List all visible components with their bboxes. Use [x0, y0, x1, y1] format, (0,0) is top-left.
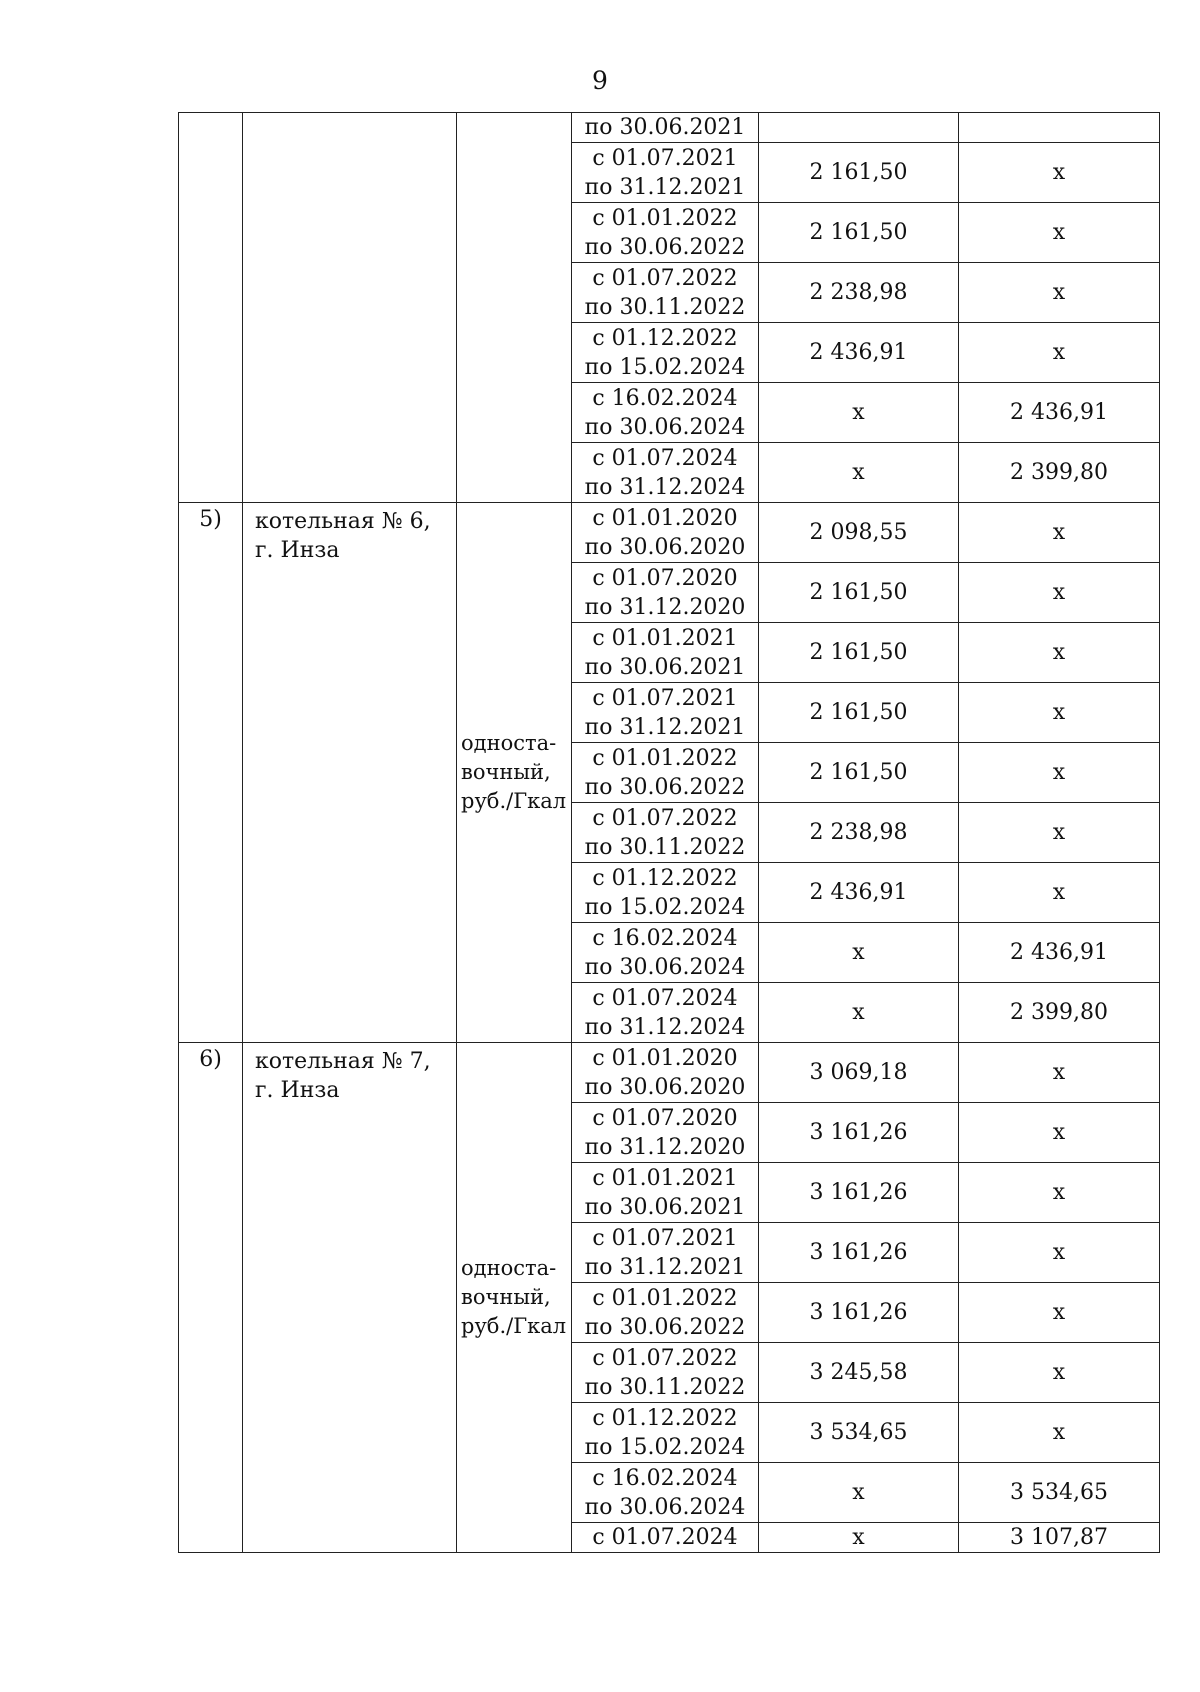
period-line: по 30.11.2022 — [584, 1374, 746, 1400]
tariff-value-2: х — [1052, 220, 1066, 245]
period-line: с 01.07.2021 — [592, 145, 738, 171]
period-line: с 01.01.2022 — [592, 745, 738, 771]
tariff-value-cell-2 — [959, 683, 1160, 743]
tariff-value-1: 3 534,65 — [809, 1420, 908, 1445]
period-line: по 30.11.2022 — [584, 294, 746, 320]
tariff-value-2: х — [1052, 160, 1066, 185]
tariff-value-cell-2 — [959, 1523, 1160, 1553]
tariff-value-2: 2 399,80 — [1010, 460, 1108, 485]
tariff-value-1: 2 238,98 — [809, 820, 908, 845]
facility-name-line: котельная № 6, — [255, 509, 431, 534]
period-line: с 01.01.2021 — [592, 1165, 738, 1191]
tariff-value-cell-1 — [759, 1523, 959, 1553]
period-cell — [572, 203, 759, 263]
period-cell — [572, 983, 759, 1043]
tariff-value-2: х — [1052, 280, 1066, 305]
period-line: по 15.02.2024 — [584, 1434, 746, 1460]
period-line: по 30.06.2021 — [584, 1194, 746, 1220]
period-cell — [572, 1523, 759, 1553]
tariff-value-cell-1 — [759, 1343, 959, 1403]
facility-name-cell — [243, 503, 457, 1043]
period-cell — [572, 1283, 759, 1343]
tariff-value-2: х — [1052, 640, 1066, 665]
row-number: 5) — [199, 507, 222, 532]
tariff-value-2: 2 436,91 — [1010, 940, 1108, 965]
period-cell — [572, 803, 759, 863]
tariff-value-cell-2 — [959, 443, 1160, 503]
tariff-value-2: х — [1052, 340, 1066, 365]
tariff-value-1: х — [852, 1480, 865, 1505]
period-cell — [572, 1043, 759, 1103]
tariff-value-cell-2 — [959, 803, 1160, 863]
tariff-value-cell-2 — [959, 1043, 1160, 1103]
period-line: с 16.02.2024 — [592, 385, 738, 411]
tariff-value-cell-1 — [759, 143, 959, 203]
tariff-type-line: односта- — [461, 1256, 557, 1280]
tariff-value-cell-1 — [759, 203, 959, 263]
tariff-value-cell-1 — [759, 443, 959, 503]
period-line: по 31.12.2021 — [584, 174, 746, 200]
period-line: с 16.02.2024 — [592, 925, 738, 951]
tariff-value-cell-2 — [959, 623, 1160, 683]
period-cell — [572, 503, 759, 563]
period-line: с 01.12.2022 — [592, 865, 738, 891]
tariff-value-2: х — [1052, 1120, 1066, 1145]
tariff-value-2: х — [1052, 1180, 1066, 1205]
tariff-value-cell-1 — [759, 1043, 959, 1103]
period-line: с 01.07.2022 — [592, 1345, 738, 1371]
period-cell — [572, 443, 759, 503]
period-cell — [572, 383, 759, 443]
tariff-value-cell-2 — [959, 1403, 1160, 1463]
tariff-table — [178, 112, 1160, 1553]
tariff-value-1: 3 161,26 — [809, 1300, 908, 1325]
tariff-value-cell-1 — [759, 743, 959, 803]
tariff-type-line: односта- — [461, 731, 557, 755]
period-line: с 01.01.2020 — [592, 1045, 738, 1071]
period-cell — [572, 1463, 759, 1523]
tariff-value-cell-1 — [759, 803, 959, 863]
period-line: по 30.06.2022 — [584, 774, 746, 800]
period-line: по 31.12.2021 — [584, 714, 746, 740]
period-line: с 01.12.2022 — [592, 325, 738, 351]
period-line: по 30.06.2024 — [584, 1494, 746, 1520]
tariff-value-cell-1 — [759, 503, 959, 563]
tariff-value-1: 2 161,50 — [809, 760, 908, 785]
tariff-value-cell-2 — [959, 503, 1160, 563]
tariff-type-cell — [457, 503, 572, 1043]
table-row — [179, 1043, 1160, 1103]
tariff-value-1: 2 436,91 — [809, 340, 908, 365]
tariff-value-1: 3 161,26 — [809, 1180, 908, 1205]
period-line: с 16.02.2024 — [592, 1465, 738, 1491]
tariff-value-cell-2 — [959, 923, 1160, 983]
tariff-value-1: 3 161,26 — [809, 1120, 908, 1145]
tariff-type-cell — [457, 1043, 572, 1553]
tariff-value-2: х — [1052, 1300, 1066, 1325]
facility-name-cell — [243, 1043, 457, 1553]
tariff-value-1: х — [852, 400, 865, 425]
tariff-value-1: 3 161,26 — [809, 1240, 908, 1265]
facility-name-line: г. Инза — [255, 538, 340, 563]
tariff-value-cell-1 — [759, 863, 959, 923]
tariff-value-2: х — [1052, 580, 1066, 605]
tariff-value-cell-2 — [959, 1223, 1160, 1283]
period-line: по 31.12.2020 — [584, 1134, 746, 1160]
tariff-value-cell-1 — [759, 1283, 959, 1343]
period-line: по 30.06.2020 — [584, 1074, 746, 1100]
facility-name-line: г. Инза — [255, 1078, 340, 1103]
tariff-value-cell-1 — [759, 923, 959, 983]
tariff-value-1: 2 161,50 — [809, 640, 908, 665]
period-line: с 01.07.2024 — [592, 1525, 738, 1550]
tariff-value-2: х — [1052, 1240, 1066, 1265]
period-cell — [572, 113, 759, 143]
tariff-value-cell-2 — [959, 203, 1160, 263]
tariff-value-2: х — [1052, 520, 1066, 545]
tariff-value-cell-2 — [959, 143, 1160, 203]
period-line: по 31.12.2024 — [584, 474, 746, 500]
tariff-type-line: руб./Гкал — [461, 789, 567, 813]
period-cell — [572, 743, 759, 803]
tariff-value-cell-1 — [759, 263, 959, 323]
period-cell — [572, 863, 759, 923]
tariff-value-2: х — [1052, 1360, 1066, 1385]
tariff-value-1: 3 245,58 — [809, 1360, 908, 1385]
period-cell — [572, 143, 759, 203]
tariff-value-2: х — [1052, 1420, 1066, 1445]
tariff-value-2: 3 107,87 — [1010, 1525, 1108, 1550]
period-line: с 01.07.2020 — [592, 1105, 738, 1131]
tariff-value-1: 2 161,50 — [809, 160, 908, 185]
tariff-value-1: х — [852, 940, 865, 965]
period-line: с 01.01.2022 — [592, 205, 738, 231]
period-cell — [572, 623, 759, 683]
tariff-value-cell-1 — [759, 323, 959, 383]
tariff-value-cell-2 — [959, 1343, 1160, 1403]
tariff-value-cell-1 — [759, 563, 959, 623]
period-line: по 30.06.2020 — [584, 534, 746, 560]
tariff-type-line: вочный, — [461, 1285, 551, 1309]
table-row — [179, 503, 1160, 563]
period-cell — [572, 1163, 759, 1223]
period-cell — [572, 923, 759, 983]
facility-name-cell — [243, 113, 457, 503]
period-line: с 01.07.2020 — [592, 565, 738, 591]
tariff-value-1: 3 069,18 — [809, 1060, 908, 1085]
period-line: с 01.01.2020 — [592, 505, 738, 531]
period-line: по 30.06.2022 — [584, 1314, 746, 1340]
tariff-value-cell-2 — [959, 323, 1160, 383]
tariff-value-cell-2 — [959, 113, 1160, 143]
period-line: с 01.12.2022 — [592, 1405, 738, 1431]
tariff-value-2: 3 534,65 — [1010, 1480, 1108, 1505]
period-line: по 30.06.2024 — [584, 954, 746, 980]
tariff-value-cell-2 — [959, 743, 1160, 803]
tariff-value-cell-1 — [759, 1103, 959, 1163]
period-line: с 01.07.2022 — [592, 805, 738, 831]
period-cell — [572, 683, 759, 743]
tariff-value-1: 2 161,50 — [809, 700, 908, 725]
table-row — [179, 113, 1160, 143]
period-line: по 31.12.2020 — [584, 594, 746, 620]
tariff-value-cell-1 — [759, 1463, 959, 1523]
period-cell — [572, 1403, 759, 1463]
tariff-value-1: х — [852, 1000, 865, 1025]
period-line: с 01.01.2022 — [592, 1285, 738, 1311]
tariff-value-cell-1 — [759, 623, 959, 683]
period-line: с 01.07.2024 — [592, 985, 738, 1011]
period-line: по 30.06.2024 — [584, 414, 746, 440]
tariff-value-cell-1 — [759, 683, 959, 743]
tariff-value-cell-2 — [959, 1103, 1160, 1163]
row-number-cell — [179, 503, 243, 1043]
tariff-value-2: х — [1052, 1060, 1066, 1085]
period-line: по 15.02.2024 — [584, 354, 746, 380]
tariff-value-cell-2 — [959, 863, 1160, 923]
period-line: по 15.02.2024 — [584, 894, 746, 920]
period-line: с 01.07.2022 — [592, 265, 738, 291]
period-line: по 31.12.2024 — [584, 1014, 746, 1040]
period-line: по 30.06.2021 — [584, 115, 746, 140]
tariff-value-cell-2 — [959, 1163, 1160, 1223]
period-line: по 30.11.2022 — [584, 834, 746, 860]
period-line: по 31.12.2021 — [584, 1254, 746, 1280]
tariff-type-cell — [457, 113, 572, 503]
tariff-type-line: руб./Гкал — [461, 1314, 567, 1338]
tariff-value-2: х — [1052, 820, 1066, 845]
period-line: с 01.07.2024 — [592, 445, 738, 471]
tariff-value-1: 2 161,50 — [809, 580, 908, 605]
tariff-value-2: х — [1052, 760, 1066, 785]
tariff-value-1: х — [852, 1525, 865, 1550]
row-number-cell — [179, 113, 243, 503]
tariff-value-cell-2 — [959, 1463, 1160, 1523]
period-line: с 01.07.2021 — [592, 1225, 738, 1251]
row-number-cell — [179, 1043, 243, 1553]
tariff-value-cell-1 — [759, 1223, 959, 1283]
tariff-value-cell-2 — [959, 263, 1160, 323]
tariff-value-1: 2 161,50 — [809, 220, 908, 245]
tariff-value-2: 2 436,91 — [1010, 400, 1108, 425]
period-line: с 01.07.2021 — [592, 685, 738, 711]
tariff-value-1: 2 436,91 — [809, 880, 908, 905]
period-cell — [572, 1103, 759, 1163]
period-cell — [572, 323, 759, 383]
page-number: 9 — [592, 66, 608, 95]
tariff-value-cell-1 — [759, 983, 959, 1043]
tariff-value-2: 2 399,80 — [1010, 1000, 1108, 1025]
period-line: по 30.06.2022 — [584, 234, 746, 260]
tariff-type-line: вочный, — [461, 760, 551, 784]
tariff-value-cell-2 — [959, 563, 1160, 623]
row-number: 6) — [199, 1047, 222, 1072]
tariff-value-2: х — [1052, 880, 1066, 905]
period-cell — [572, 263, 759, 323]
tariff-value-cell-2 — [959, 383, 1160, 443]
tariff-value-1: 2 238,98 — [809, 280, 908, 305]
tariff-value-1: х — [852, 460, 865, 485]
facility-name-line: котельная № 7, — [255, 1049, 431, 1074]
period-cell — [572, 563, 759, 623]
tariff-value-cell-1 — [759, 1163, 959, 1223]
tariff-value-cell-2 — [959, 1283, 1160, 1343]
period-cell — [572, 1343, 759, 1403]
tariff-value-cell-1 — [759, 383, 959, 443]
period-line: по 30.06.2021 — [584, 654, 746, 680]
period-line: с 01.01.2021 — [592, 625, 738, 651]
tariff-value-1: 2 098,55 — [809, 520, 908, 545]
tariff-value-2: х — [1052, 700, 1066, 725]
tariff-value-cell-2 — [959, 983, 1160, 1043]
tariff-value-cell-1 — [759, 113, 959, 143]
period-cell — [572, 1223, 759, 1283]
tariff-value-cell-1 — [759, 1403, 959, 1463]
